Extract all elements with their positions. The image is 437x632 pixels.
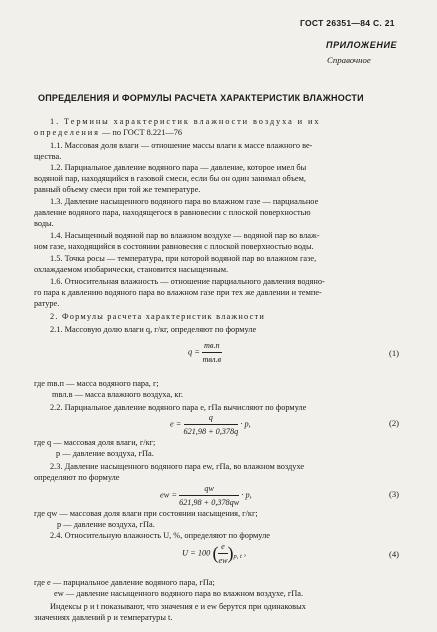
appendix-type: Справочное: [327, 55, 371, 65]
formula1-number: (1): [389, 348, 400, 358]
formula1-intro: 2.1. Массовую долю влаги q, г/кг, определяют по формуле: [50, 325, 257, 334]
formula3-tail: · p,: [241, 490, 252, 500]
def-1-3-line3: воды.: [34, 219, 54, 228]
section2-heading: 2. Формулы расчета характеристик влажности: [50, 312, 265, 321]
formula3-numerator: qw: [179, 483, 239, 496]
def-1-5-line2: охлаждаемом изобарически, становится насыщенным.: [34, 265, 229, 274]
formula1-lhs: q =: [188, 347, 200, 357]
formula4-lhs: U = 100: [182, 548, 211, 558]
def-1-5-line1: 1.5. Точка росы — температура, при которой водяной пар во влажном газе,: [50, 254, 317, 263]
formula2-tail: · p,: [240, 419, 251, 429]
formula3-where1: где qw — массовая доля влаги при состоянии насыщения, г/кг;: [34, 509, 258, 518]
def-1-6-line2: го пара к давлению водяного пара во влажном газе при тех же давлении и темпе-: [34, 288, 322, 297]
formula3-where2: p — давление воздуха, гПа.: [57, 520, 155, 529]
def-1-6-line1: 1.6. Относительная влажность — отношение парциального давления водяно-: [50, 277, 325, 286]
formula4-subscript: p, t: [233, 553, 242, 561]
section1-heading-rest: — по ГОСТ 8.221—76: [99, 128, 183, 137]
formula4-where2: ew — давление насыщенного водяного пара во влажном воздухе, гПа.: [54, 589, 304, 598]
formula2-denominator: 621,98 + 0,378q: [183, 427, 239, 436]
formula4-close-paren: ): [227, 543, 234, 563]
formula3-number: (3): [389, 489, 400, 499]
def-1-6-line3: ратуре.: [34, 299, 60, 308]
def-1-2-line3: равный объему смеси при той же температуре.: [34, 185, 201, 194]
formula2-number: (2): [389, 418, 400, 428]
def-1-1-line1: 1.1. Массовая доля влаги — отношение массы влаги к массе влажного ве-: [50, 141, 313, 150]
def-1-1-line2: щества.: [34, 152, 62, 161]
def-1-3-line2: давление водяного пара, находящегося в равновесии с плоской поверхностью: [34, 208, 311, 217]
formula4-open-paren: (: [212, 543, 219, 563]
def-1-4-line1: 1.4. Насыщенный водяной пар во влажном воздухе — водяной пар во влаж-: [50, 231, 320, 240]
formula4-fraction: [218, 541, 227, 566]
document-title: ОПРЕДЕЛЕНИЯ И ФОРМУЛЫ РАСЧЕТА ХАРАКТЕРИСТИК ВЛАЖНОСТИ: [38, 93, 364, 103]
formula4-tail: ,: [243, 548, 247, 558]
formula1-denominator: mвл.в: [202, 355, 222, 364]
def-1-3-line1: 1.3. Давление насыщенного водяного пара во влажном газе — парциальное: [50, 197, 319, 206]
formula2-numerator: q: [184, 412, 239, 425]
formula3-denominator: 621,98 + 0,378qw: [179, 498, 240, 507]
standard-header: ГОСТ 26351—84 С. 21: [300, 18, 395, 28]
formula2-lhs: e =: [170, 419, 182, 429]
formula4-denominator: ew: [218, 556, 228, 565]
formula2-where1: где q — массовая доля влаги, г/кг;: [34, 438, 156, 447]
formula4-where1: где e — парциальное давление водяного пара, гПа;: [34, 578, 215, 587]
def-1-2-line1: 1.2. Парциальное давление водяного пара — давление, которое имел бы: [50, 163, 307, 172]
section1-heading-spaced: определения: [34, 128, 100, 137]
formula4-numerator: e: [218, 541, 227, 554]
formula3: [160, 483, 252, 508]
appendix-label: ПРИЛОЖЕНИЕ: [326, 40, 398, 50]
formula1: [188, 340, 222, 365]
formula2-where2: p — давление воздуха, гПа.: [56, 449, 154, 458]
formula2: [170, 412, 251, 437]
formula1-where1: где mв.п — масса водяного пара, г;: [34, 379, 159, 388]
formula2-fraction: [184, 412, 239, 437]
formula1-fraction: [202, 340, 222, 365]
formula4-number: (4): [389, 549, 400, 559]
closing-line1: Индексы p и t показывают, что значения e и ew берутся при одинаковых: [50, 602, 306, 611]
formula3-intro-line2: определяют по формуле: [34, 473, 120, 482]
formula3-intro-line1: 2.3. Давление насыщенного водяного пара ew, гПа, во влажном воздухе: [50, 462, 305, 471]
closing-line2: значениях давлений p и температуры t.: [34, 613, 173, 622]
def-1-4-line2: ном газе, находящийся в состоянии равновесия с плоской поверхностью воды.: [34, 242, 314, 251]
formula2-intro: 2.2. Парциальное давление водяного пара e, гПа вычисляют по формуле: [50, 403, 307, 412]
formula4-intro: 2.4. Относительную влажность U, %, определяют по формуле: [50, 531, 270, 540]
formula3-fraction: [179, 483, 239, 508]
formula3-lhs: ew =: [160, 490, 177, 500]
section1-heading-line1: 1. Термины характеристик влажности воздуха и их: [50, 117, 321, 126]
section1-heading-line2: [34, 127, 182, 138]
formula4: [182, 541, 246, 566]
formula1-where2: mвл.в — масса влажного воздуха, кг.: [52, 390, 183, 399]
formula1-numerator: mв.п: [202, 340, 222, 353]
def-1-2-line2: водяной пар, находящийся в газовой смеси, если бы он один занимал объем,: [34, 174, 306, 183]
